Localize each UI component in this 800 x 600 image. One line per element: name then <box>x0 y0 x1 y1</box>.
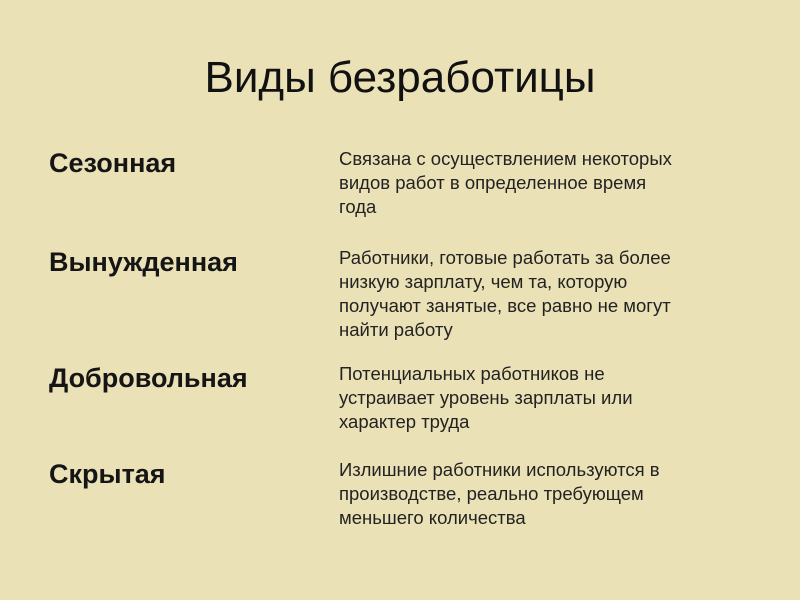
description-line: характер труда <box>339 411 470 432</box>
description-line: Излишние работники используются в <box>339 459 660 480</box>
description-line: устраивает уровень зарплаты или <box>339 387 633 408</box>
description-line: Связана с осуществлением некоторых <box>339 148 672 169</box>
term-description <box>339 458 779 530</box>
slide-title: Виды безработицы <box>204 53 596 102</box>
description-line: производстве, реально требующем <box>339 483 644 504</box>
description-line: видов работ в определенное время <box>339 172 647 193</box>
term-description <box>339 362 779 434</box>
term-label: Добровольная <box>49 363 248 393</box>
term-label: Вынужденная <box>49 247 238 277</box>
term-description <box>339 147 779 219</box>
description-line: Работники, готовые работать за более <box>339 247 671 268</box>
description-line: меньшего количества <box>339 507 526 528</box>
description-line: Потенциальных работников не <box>339 363 605 384</box>
term-description <box>339 246 779 342</box>
description-line: низкую зарплату, чем та, которую <box>339 271 628 292</box>
description-line: найти работу <box>339 319 453 340</box>
description-line: года <box>339 196 377 217</box>
description-line: получают занятые, все равно не могут <box>339 295 671 316</box>
term-label: Сезонная <box>49 148 177 178</box>
term-label: Скрытая <box>49 459 166 489</box>
